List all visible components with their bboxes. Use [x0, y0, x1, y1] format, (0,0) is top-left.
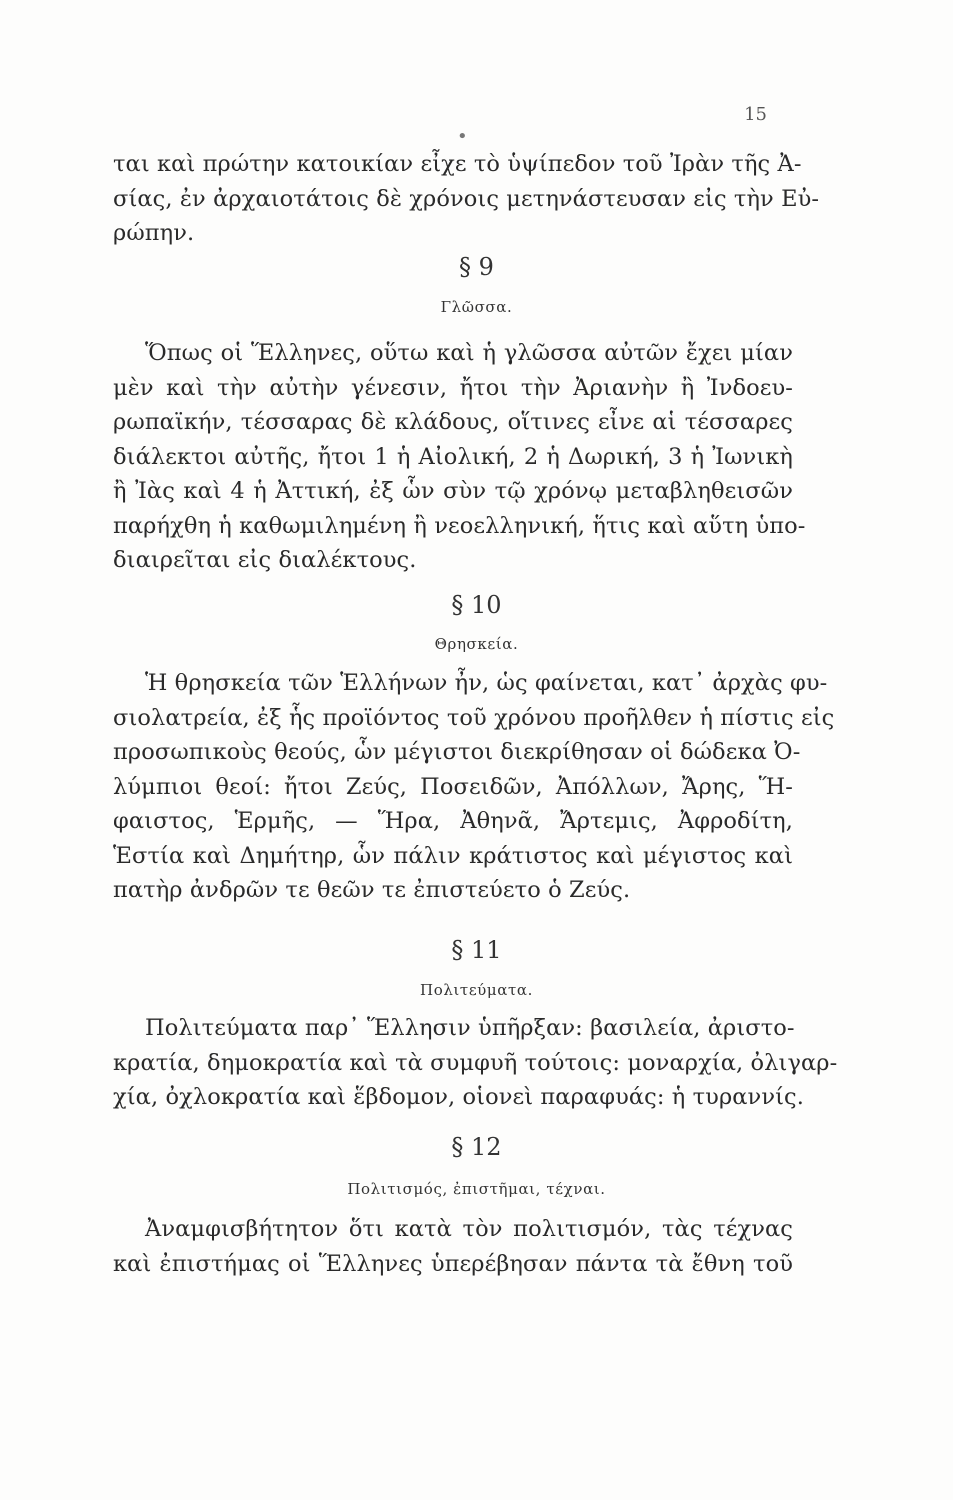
text-line: χία, ὀχλοκρατία καὶ ἕβδομον, οἱονεὶ παραφυάς: ἡ τυραννίς.	[113, 1084, 804, 1110]
section-11-number: § 11	[451, 936, 502, 964]
page-mark: •	[457, 126, 468, 147]
page-number: 15	[744, 104, 767, 125]
paragraph-continuation	[113, 147, 820, 251]
text-line: φαιστος, Ἑρμῆς, — Ἥρα, Ἀθηνᾶ, Ἄρτεμις, Ἀφροδίτη,	[113, 808, 793, 834]
text-line: ται καὶ πρώτην κατοικίαν εἶχε τὸ ὑψίπεδον τοῦ Ἰρὰν τῆς Ἀ-	[113, 151, 802, 177]
section-10-title: Θρησκεία.	[434, 635, 519, 653]
text-line: προσωπικοὺς θεούς, ὧν μέγιστοι διεκρίθησαν οἱ δώδεκα Ὀ-	[113, 739, 801, 765]
section-10-number: § 10	[451, 591, 502, 619]
text-line: Ἡ θρησκεία τῶν Ἑλλήνων ἦν, ὡς φαίνεται, κατ᾽ ἀρχὰς φυ-	[145, 670, 828, 696]
text-line: Ἀναμφισβήτητον ὅτι κατὰ τὸν πολιτισμόν, τὰς τέχνας	[145, 1216, 793, 1242]
text-line: καὶ ἐπιστήμας οἱ Ἕλληνες ὑπερέβησαν πάντα τὰ ἔθνη τοῦ	[113, 1250, 793, 1277]
text-line: ἢ Ἰὰς καὶ 4 ἡ Ἀττική, ἐξ ὧν σὺν τῷ χρόνῳ μεταβληθεισῶν	[113, 478, 793, 504]
section-9-title: Γλῶσσα.	[440, 298, 513, 316]
paragraph-religion	[113, 666, 835, 908]
section-12-title: Πολιτισμός, ἐπιστῆμαι, τέχναι.	[347, 1180, 606, 1198]
text-line: μὲν καὶ τὴν αὐτὴν γένεσιν, ἤτοι τὴν Ἀριανὴν ἢ Ἰνδοευ-	[113, 374, 793, 401]
text-line: σίας, ἐν ἀρχαιοτάτοις δὲ χρόνοις μετηνάστευσαν εἰς τὴν Εὐ-	[113, 185, 820, 212]
text-line: ρώπην.	[113, 220, 195, 246]
text-line: Πολιτεύματα παρ᾽ Ἕλλησιν ὑπῆρξαν: βασιλεία, ἀριστο-	[145, 1015, 795, 1041]
text-line: διάλεκτοι αὐτῆς, ἤτοι 1 ἡ Αἰολική, 2 ἡ Δωρική, 3 ἡ Ἰωνικὴ	[113, 443, 793, 470]
section-9-number: § 9	[459, 253, 494, 281]
text-line: σιολατρεία, ἐξ ἧς προϊόντος τοῦ χρόνου προῆλθεν ἡ πίστις εἰς	[113, 704, 835, 731]
text-line: λύμπιοι θεοί: ἤτοι Ζεύς, Ποσειδῶν, Ἀπόλλων, Ἄρης, Ἥ-	[113, 773, 793, 800]
text-line: παρήχθη ἡ καθωμιλημένη ἢ νεοελληνική, ἥτις καὶ αὕτη ὑπο-	[113, 512, 806, 539]
section-12-number: § 12	[451, 1133, 502, 1161]
text-line: πατὴρ ἀνδρῶν τε θεῶν τε ἐπιστεύετο ὁ Ζεύς.	[113, 877, 631, 903]
paragraph-governments	[113, 1011, 838, 1115]
paragraph-civilization	[113, 1212, 793, 1281]
section-11-title: Πολιτεύματα.	[420, 981, 533, 999]
text-line: διαιρεῖται εἰς διαλέκτους.	[113, 547, 417, 573]
text-line: ρωπαϊκήν, τέσσαρας δὲ κλάδους, οἵτινες εἶνε αἱ τέσσαρες	[113, 409, 793, 435]
text-line: Ἑστία καὶ Δημήτηρ, ὧν πάλιν κράτιστος καὶ μέγιστος καὶ	[113, 842, 793, 869]
text-line: Ὅπως οἱ Ἕλληνες, οὕτω καὶ ἡ γλῶσσα αὐτῶν ἔχει μίαν	[145, 340, 793, 366]
paragraph-language	[113, 336, 806, 578]
text-line: κρατία, δημοκρατία καὶ τὰ συμφυῆ τούτοις: μοναρχία, ὀλιγαρ-	[113, 1049, 838, 1076]
